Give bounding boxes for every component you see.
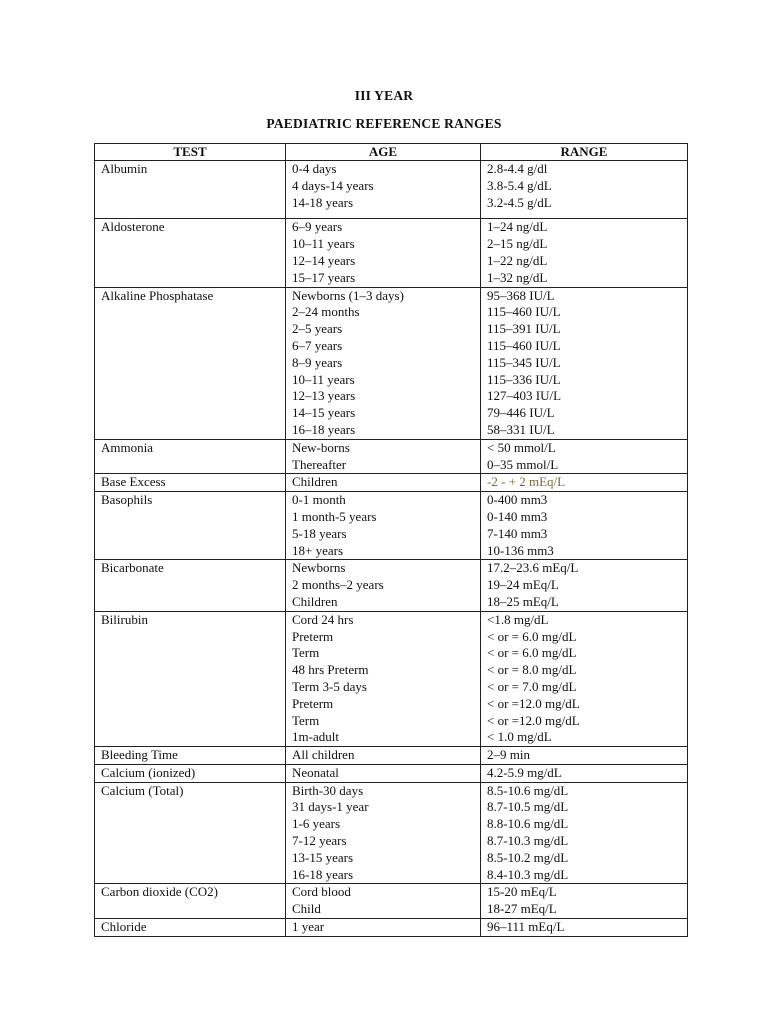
range-value: 17.2–23.6 mEq/L (487, 560, 579, 576)
test-name: Carbon dioxide (CO2) (101, 884, 218, 900)
age-value: 12–14 years (292, 252, 356, 268)
range-value: 8.5-10.6 mg/dL (487, 782, 569, 798)
range-cell (481, 560, 688, 611)
age-cell (286, 919, 481, 937)
age-value: 10–11 years (292, 236, 355, 252)
age-cell (286, 764, 481, 782)
age-value: 1 month-5 years (292, 508, 377, 524)
test-name-cell (95, 560, 286, 611)
range-value: 115–460 IU/L (487, 337, 561, 353)
age-value: Children (292, 474, 338, 490)
range-value: < or =12.0 mg/dL (487, 695, 580, 711)
age-value: 6–7 years (292, 337, 343, 353)
range-value: 8.7-10.3 mg/dL (487, 833, 569, 849)
age-value: Children (292, 593, 338, 609)
range-cell (481, 884, 688, 919)
range-value: 115–391 IU/L (487, 321, 561, 337)
age-value: 0-1 month (292, 492, 346, 508)
range-value: 8.4-10.3 mg/dL (487, 866, 569, 882)
table-row (95, 764, 688, 782)
test-name-cell (95, 287, 286, 439)
age-value: 6–9 years (292, 219, 343, 235)
header-test: TEST (95, 144, 286, 161)
range-cell (481, 764, 688, 782)
range-value: 58–331 IU/L (487, 421, 555, 437)
range-value: 7-140 mm3 (487, 525, 548, 541)
age-value: Thereafter (292, 456, 347, 472)
age-value: 12–13 years (292, 388, 356, 404)
test-name: Bicarbonate (101, 560, 164, 576)
age-value: Term (292, 712, 320, 728)
test-name: Bleeding Time (101, 747, 178, 763)
test-name: Chloride (101, 919, 147, 935)
range-cell (481, 747, 688, 765)
age-value: 1 year (292, 919, 325, 935)
range-cell (481, 919, 688, 937)
cell-spacer (487, 211, 687, 218)
cell-spacer (292, 211, 480, 218)
age-value: 14–15 years (292, 405, 356, 421)
table-row (95, 560, 688, 611)
range-value: 4.2-5.9 mg/dL (487, 764, 562, 780)
range-value: 2–9 min (487, 747, 530, 763)
range-value: < 50 mmol/L (487, 439, 556, 455)
age-value: 2 months–2 years (292, 577, 384, 593)
age-cell (286, 439, 481, 474)
age-value: Newborns (292, 560, 346, 576)
age-cell (286, 492, 481, 560)
table-body (95, 161, 688, 937)
range-cell (481, 287, 688, 439)
table-row (95, 161, 688, 219)
range-value: < or = 8.0 mg/dL (487, 662, 577, 678)
test-name-cell (95, 439, 286, 474)
range-value: 95–368 IU/L (487, 287, 555, 303)
age-value: 5-18 years (292, 525, 347, 541)
header-range: RANGE (481, 144, 688, 161)
table-row (95, 782, 688, 884)
age-value: Birth-30 days (292, 782, 364, 798)
age-value: 7-12 years (292, 833, 347, 849)
test-name-cell (95, 919, 286, 937)
range-value: 0-400 mm3 (487, 492, 548, 508)
range-value: 1–24 ng/dL (487, 219, 548, 235)
range-value: 8.7-10.5 mg/dL (487, 799, 569, 815)
age-value: Preterm (292, 628, 334, 644)
age-value: 0-4 days (292, 161, 337, 176)
age-cell (286, 747, 481, 765)
test-name: Ammonia (101, 439, 153, 455)
age-cell (286, 219, 481, 287)
age-cell (286, 884, 481, 919)
range-value: 115–345 IU/L (487, 354, 561, 370)
range-cell (481, 492, 688, 560)
age-value: Cord blood (292, 884, 351, 900)
age-value: New-borns (292, 439, 350, 455)
age-value: Cord 24 hrs (292, 611, 354, 627)
test-name: Aldosterone (101, 219, 165, 235)
age-value: 16–18 years (292, 421, 356, 437)
test-name-cell (95, 747, 286, 765)
age-value: 48 hrs Preterm (292, 662, 369, 678)
age-value: All children (292, 747, 355, 763)
table-row (95, 219, 688, 287)
test-name: Base Excess (101, 474, 166, 490)
document-title: III YEAR (354, 88, 414, 103)
range-value: -2 - + 2 mEq/L (487, 474, 566, 490)
range-value: < or = 7.0 mg/dL (487, 678, 577, 694)
age-value: 14-18 years (292, 194, 354, 210)
age-value: 4 days-14 years (292, 177, 374, 193)
range-value: 2.8-4.4 g/dl (487, 161, 548, 176)
range-value: 96–111 mEq/L (487, 919, 565, 935)
range-value: 0–35 mmol/L (487, 456, 559, 472)
age-cell (286, 560, 481, 611)
age-value: Term (292, 645, 320, 661)
range-value: 15-20 mEq/L (487, 884, 557, 900)
age-value: Newborns (1–3 days) (292, 287, 404, 303)
test-name: Calcium (Total) (101, 782, 184, 798)
age-value: 2–5 years (292, 321, 343, 337)
table-row (95, 439, 688, 474)
age-value: 16-18 years (292, 866, 354, 882)
table-row (95, 287, 688, 439)
range-value: 3.2-4.5 g/dL (487, 194, 552, 210)
range-value: 18-27 mEq/L (487, 901, 557, 917)
age-value: 13-15 years (292, 849, 354, 865)
age-value: 2–24 months (292, 304, 360, 320)
age-cell (286, 782, 481, 884)
header-age: AGE (286, 144, 481, 161)
age-value: Child (292, 901, 321, 917)
test-name-cell (95, 161, 286, 219)
age-cell (286, 287, 481, 439)
table-header-row (95, 144, 688, 161)
test-name-cell (95, 884, 286, 919)
test-name: Albumin (101, 161, 148, 176)
test-name-cell (95, 782, 286, 884)
test-name-cell (95, 219, 286, 287)
range-value: 19–24 mEq/L (487, 577, 559, 593)
range-cell (481, 439, 688, 474)
range-value: <1.8 mg/dL (487, 611, 549, 627)
range-value: < or =12.0 mg/dL (487, 712, 580, 728)
age-value: 1-6 years (292, 816, 341, 832)
test-name-cell (95, 492, 286, 560)
age-value: 8–9 years (292, 354, 343, 370)
table-row (95, 884, 688, 919)
range-cell (481, 474, 688, 492)
range-value: 18–25 mEq/L (487, 593, 559, 609)
test-name-cell (95, 611, 286, 746)
reference-ranges-table (94, 143, 688, 937)
table-row (95, 474, 688, 492)
range-cell (481, 611, 688, 746)
age-value: 15–17 years (292, 269, 356, 285)
age-value: Preterm (292, 695, 334, 711)
range-cell (481, 161, 688, 219)
table-row (95, 492, 688, 560)
age-value: 31 days-1 year (292, 799, 369, 815)
range-cell (481, 219, 688, 287)
range-value: 115–460 IU/L (487, 304, 561, 320)
test-name: Bilirubin (101, 611, 148, 627)
range-cell (481, 782, 688, 884)
test-name: Basophils (101, 492, 153, 508)
table-row (95, 919, 688, 937)
range-value: 8.5-10.2 mg/dL (487, 849, 569, 865)
range-value: 3.8-5.4 g/dL (487, 177, 552, 193)
age-value: 10–11 years (292, 371, 355, 387)
age-value: Term 3-5 days (292, 678, 367, 694)
test-name: Calcium (ionized) (101, 764, 196, 780)
table-row (95, 747, 688, 765)
range-value: < or = 6.0 mg/dL (487, 628, 577, 644)
test-name-cell (95, 474, 286, 492)
age-cell (286, 611, 481, 746)
test-name-cell (95, 764, 286, 782)
age-cell (286, 474, 481, 492)
range-value: 127–403 IU/L (487, 388, 562, 404)
table-row (95, 611, 688, 746)
range-value: 1–32 ng/dL (487, 269, 548, 285)
range-value: 2–15 ng/dL (487, 236, 548, 252)
range-value: 115–336 IU/L (487, 371, 561, 387)
test-name: Alkaline Phosphatase (101, 287, 214, 303)
range-value: < or = 6.0 mg/dL (487, 645, 577, 661)
range-value: 79–446 IU/L (487, 405, 555, 421)
age-value: Neonatal (292, 764, 339, 780)
range-value: 10-136 mm3 (487, 542, 554, 558)
range-value: 0-140 mm3 (487, 508, 548, 524)
age-value: 18+ years (292, 542, 344, 558)
age-value: 1m-adult (292, 729, 339, 745)
document-subtitle: PAEDIATRIC REFERENCE RANGES (266, 116, 502, 131)
range-value: 1–22 ng/dL (487, 252, 548, 268)
range-value: < 1.0 mg/dL (487, 729, 552, 745)
age-cell (286, 161, 481, 219)
range-value: 8.8-10.6 mg/dL (487, 816, 569, 832)
